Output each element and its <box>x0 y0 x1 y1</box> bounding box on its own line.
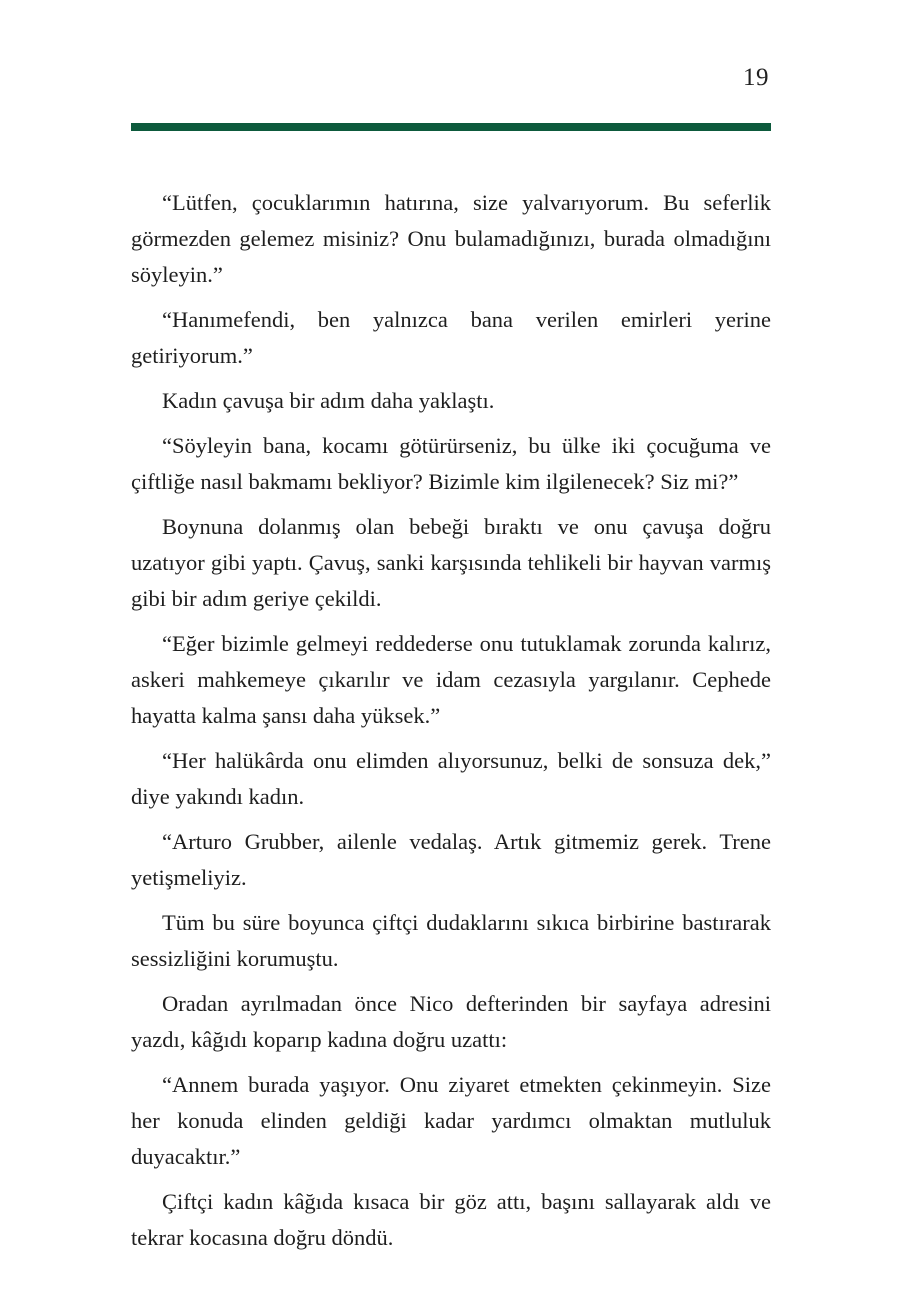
paragraph: Kadın çavuşa bir adım daha yaklaştı. <box>162 388 495 413</box>
paragraph: Oradan ayrılmadan önce Nico defterinden bir sayfaya adresini yazdı, kâğıdı koparıp kadına doğru uzattı: <box>131 991 771 1052</box>
paragraph: “Söyleyin bana, kocamı götürürseniz, bu ülke iki çocuğuma ve çiftliğe nasıl bakmamı bekliyor? Bizimle kim ilgilenecek? Siz mi?” <box>131 433 771 494</box>
body-text <box>131 185 771 1265</box>
page-number: 19 <box>743 64 769 91</box>
paragraph: “Arturo Grubber, ailenle vedalaş. Artık gitmemiz gerek. Trene yetişmeliyiz. <box>131 829 771 890</box>
paragraph: “Hanımefendi, ben yalnızca bana verilen emirleri yerine getiriyorum.” <box>131 307 771 368</box>
paragraph: Tüm bu süre boyunca çiftçi dudaklarını sıkıca birbirine bastırarak sessizliğini korumuştu. <box>131 910 771 971</box>
paragraph: Çiftçi kadın kâğıda kısaca bir göz attı, başını sallayarak aldı ve tekrar kocasına doğru döndü. <box>131 1189 771 1250</box>
paragraph: Boynuna dolanmış olan bebeği bıraktı ve onu çavuşa doğru uzatıyor gibi yaptı. Çavuş, sanki karşısında tehlikeli bir hayvan varmış gibi bir adım geriye çekildi. <box>131 514 771 611</box>
paragraph: “Her halükârda onu elimden alıyorsunuz, belki de sonsuza dek,” diye yakındı kadın. <box>131 748 771 809</box>
paragraph: “Lütfen, çocuklarımın hatırına, size yalvarıyorum. Bu seferlik görmezden gelemez misiniz? Onu bulamadığınızı, burada olmadığını söyleyin.” <box>131 190 771 287</box>
paragraph: “Annem burada yaşıyor. Onu ziyaret etmekten çekinmeyin. Size her konuda elinden geldiği kadar yardımcı olmaktan mutluluk duyacaktır.” <box>131 1072 771 1169</box>
header-rule <box>131 123 771 131</box>
paragraph: “Eğer bizimle gelmeyi reddederse onu tutuklamak zorunda kalırız, askeri mahkemeye çıkarılır ve idam cezasıyla yargılanır. Cephede hayatta kalma şansı daha yüksek.” <box>131 631 771 728</box>
